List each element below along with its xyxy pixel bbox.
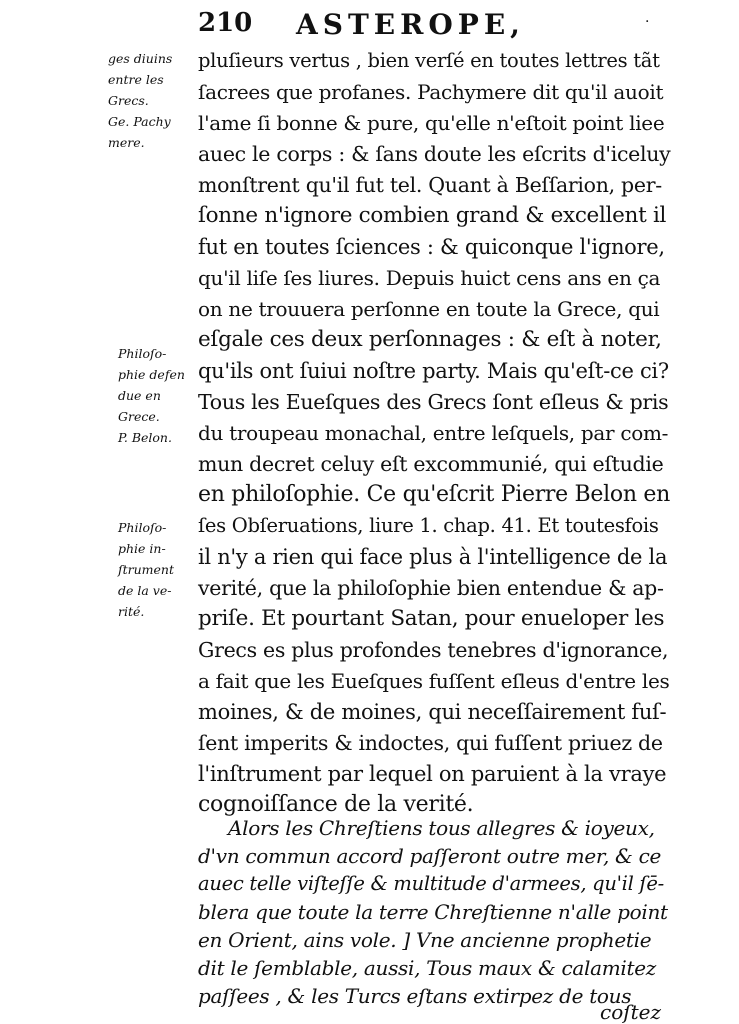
margin-line: mere. bbox=[108, 135, 145, 150]
body-line: ſent imperits & indoctes, qui fuſſent priuez de bbox=[198, 731, 663, 755]
margin-line: de la ve- bbox=[118, 583, 172, 598]
body-line: en philoſophie. Ce qu'eſcrit Pierre Belon en bbox=[198, 482, 670, 507]
body-line: verité, que la philoſophie bien entendue & ap- bbox=[198, 576, 664, 600]
margin-line: Philoſo- bbox=[118, 520, 167, 535]
margin-line: Philoſo- bbox=[118, 346, 167, 361]
body-line: ſacrees que profanes. Pachymere dit qu'il auoit bbox=[198, 80, 664, 104]
margin-line: ſtrument bbox=[118, 562, 174, 577]
body-line: eſgale ces deux perſonnages : & eſt à noter, bbox=[198, 327, 662, 352]
page-number: 210 bbox=[198, 8, 253, 38]
body-line: l'ame ſi bonne & pure, qu'elle n'eſtoit point liee bbox=[198, 111, 665, 135]
quote-line: d'vn commun accord paſſeront outre mer, & ce bbox=[198, 844, 662, 868]
body-line: auec le corps : & ſans doute les eſcrits d'iceluy bbox=[198, 142, 671, 166]
body-line: l'inſtrument par lequel on paruient à la vraye bbox=[198, 762, 667, 786]
body-line: fut en toutes ſciences : & quiconque l'ignore, bbox=[198, 235, 665, 259]
body-line: qu'il liſe ſes liures. Depuis huict cens ans en ça bbox=[198, 266, 661, 290]
running-title: ASTEROPE, bbox=[296, 8, 525, 41]
margin-line: Ge. Pachy bbox=[108, 114, 171, 129]
body-line: mun decret celuy eſt excommunié, qui eſtudie bbox=[198, 452, 664, 476]
body-line: on ne trouuera perſonne en toute la Grece, qui bbox=[198, 297, 660, 321]
body-line: monſtrent qu'il fut tel. Quant à Beſſarion, per- bbox=[198, 173, 662, 197]
margin-note-philosophy-instrument bbox=[118, 517, 174, 622]
body-line: ſes Obſeruations, liure 1. chap. 41. Et toutesfois bbox=[198, 514, 659, 537]
quote-line: dit le ſemblable, aussi, Tous maux & calamitez bbox=[198, 956, 657, 980]
margin-line: due en bbox=[118, 388, 161, 403]
margin-note-greek-divines bbox=[108, 48, 172, 153]
corner-mark: · bbox=[645, 14, 650, 30]
body-line: cognoiſſance de la verité. bbox=[198, 792, 474, 817]
margin-line: entre les bbox=[108, 72, 164, 87]
quote-line: paſſees , & les Turcs eſtans extirpez de tous bbox=[198, 984, 632, 1008]
body-line: il n'y a rien qui face plus à l'intelligence de la bbox=[198, 545, 668, 569]
body-line: qu'ils ont ſuiui noſtre party. Mais qu'eſt-ce ci? bbox=[198, 359, 669, 383]
body-line: pluſieurs vertus , bien verſé en toutes lettres tãt bbox=[198, 49, 660, 72]
margin-line: P. Belon. bbox=[118, 430, 172, 445]
margin-note-philosophy-forbidden bbox=[118, 343, 185, 448]
body-line: moines, & de moines, qui neceſſairement fuſ- bbox=[198, 700, 667, 724]
body-line: Grecs es plus profondes tenebres d'ignorance, bbox=[198, 638, 669, 662]
margin-line: ges diuins bbox=[108, 51, 173, 66]
quote-line: auec telle viſteſſe & multitude d'armees, qu'il ſē- bbox=[198, 872, 664, 895]
margin-line: Grecs. bbox=[108, 93, 149, 108]
margin-line: Grece. bbox=[118, 409, 160, 424]
quote-line: en Orient, ains vole. ] Vne ancienne prophetie bbox=[198, 928, 652, 952]
body-line: a fait que les Eueſques fuſſent eſleus d'entre les bbox=[198, 669, 670, 693]
body-line: ſonne n'ignore combien grand & excellent il bbox=[198, 203, 667, 228]
catchword: coſtez bbox=[600, 1000, 662, 1024]
page-header bbox=[0, 8, 739, 48]
quote-line: blera que toute la terre Chreſtienne n'alle point bbox=[198, 900, 668, 924]
quote-line: Alors les Chreſtiens tous allegres & ioyeux, bbox=[228, 816, 655, 840]
body-line: priſe. Et pourtant Satan, pour enueloper les bbox=[198, 606, 665, 631]
margin-line: rité. bbox=[118, 604, 145, 619]
margin-line: phie defen bbox=[118, 367, 185, 382]
body-line: Tous les Eueſques des Grecs ſont eſleus & pris bbox=[198, 390, 669, 414]
body-line: du troupeau monachal, entre leſquels, par com- bbox=[198, 421, 669, 445]
margin-line: phie in- bbox=[118, 541, 166, 556]
